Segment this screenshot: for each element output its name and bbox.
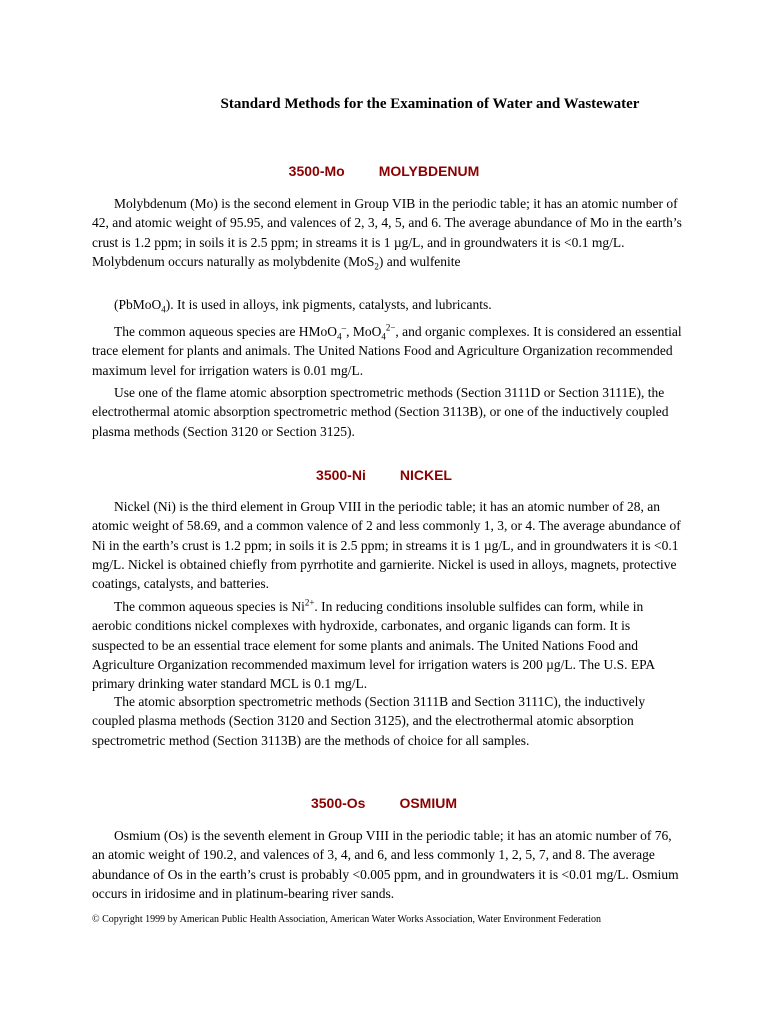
paragraph: Use one of the flame atomic absorption spectrometric methods (Section 3111D or Section 3111E), the electrothermal atomic absorption spectrometric method (Section 3113B), or one of the inductively coupled plasma methods (Section 3120 or Section 3125).: [92, 385, 669, 439]
paragraph: (PbMoO$_4$). It is used in alloys, ink pigments, catalysts, and lubricants.: [114, 297, 492, 315]
paragraph: Osmium (Os) is the seventh element in Group VIII in the periodic table; it has an atomic number of 76, an atomic weight of 190.2, and valences of 3, 4, and 6, and less commonly 1, 2, 5, 7, and 8. The average abundance of Os in the earth’s crust is probably <0.005 ppm, and in groundwaters it is <0.01 mg/L. Osmium occurs in iridosime and in platinum-bearing river sands.: [92, 828, 679, 901]
section-name: MOLYBDENUM: [378, 163, 480, 179]
section-code: 3500-Mo: [288, 163, 345, 179]
copyright-footer: © Copyright 1999 by American Public Health Association, American Water Works Association, Water Environment Federation: [92, 914, 601, 925]
section-name: NICKEL: [399, 467, 452, 483]
section-heading-nickel: [0, 467, 768, 483]
section-code: 3500-Ni: [316, 467, 366, 483]
section-heading-molybdenum: [0, 163, 768, 179]
paragraph: Molybdenum (Mo) is the second element in Group VIB in the periodic table; it has an atomic number of 42, and atomic weight of 95.95, and valences of 2, 3, 4, 5, and 6. The average abundance of Mo in the earth’s crust is 1.2 ppm; in soils it is 2.5 ppm; in streams it is 1 µg/L, and in groundwaters it is <0.1 mg/L. Molybdenum occurs naturally as molybdenite (MoS$_2$) and wulfenite: [92, 196, 682, 272]
document-title: Standard Methods for the Examination of Water and Wastewater: [220, 96, 640, 112]
section-code: 3500-Os: [310, 795, 366, 811]
paragraph: The atomic absorption spectrometric methods (Section 3111B and Section 3111C), the inductively coupled plasma methods (Section 3120 and Section 3125), and the electrothermal atomic absorption spectrometric method (Section 3113B) are the methods of choice for all samples.: [92, 694, 646, 748]
paragraph: The common aqueous species is $Ni^{2+}$. In reducing conditions insoluble sulfides can form, while in aerobic conditions nickel complexes with hydroxide, carbonates, and organic ligands can form. It is suspected to be an essential trace element for some plants and animals. The United Nations Food and Agriculture Organization recommended maximum level for irrigation waters is 200 µg/L. The U.S. EPA primary drinking water standard MCL is 0.1 mg/L.: [92, 597, 655, 692]
paragraph: The common aqueous species are HMoO$_4$–, MoO$_4^{2-}$, and organic complexes. It is considered an essential trace element for plants and animals. The United Nations Food and Agriculture Organization recommended maximum level for irrigation waters is 0.01 mg/L.: [92, 322, 682, 378]
section-name: OSMIUM: [399, 795, 458, 811]
paragraph: Nickel (Ni) is the third element in Group VIII in the periodic table; it has an atomic number of 28, an atomic weight of 58.69, and a common valence of 2 and less commonly 1, 3, or 4. The average abundance of Ni in the earth’s crust is 1.2 ppm; in soils it is 2.5 ppm; in streams it is 1 µg/L, and in groundwaters it is <0.1 mg/L. Nickel is obtained chiefly from pyrrhotite and garnierite. Nickel is used in alloys, magnets, protective coatings, catalysts, and batteries.: [92, 499, 681, 592]
section-heading-osmium: [0, 795, 768, 811]
